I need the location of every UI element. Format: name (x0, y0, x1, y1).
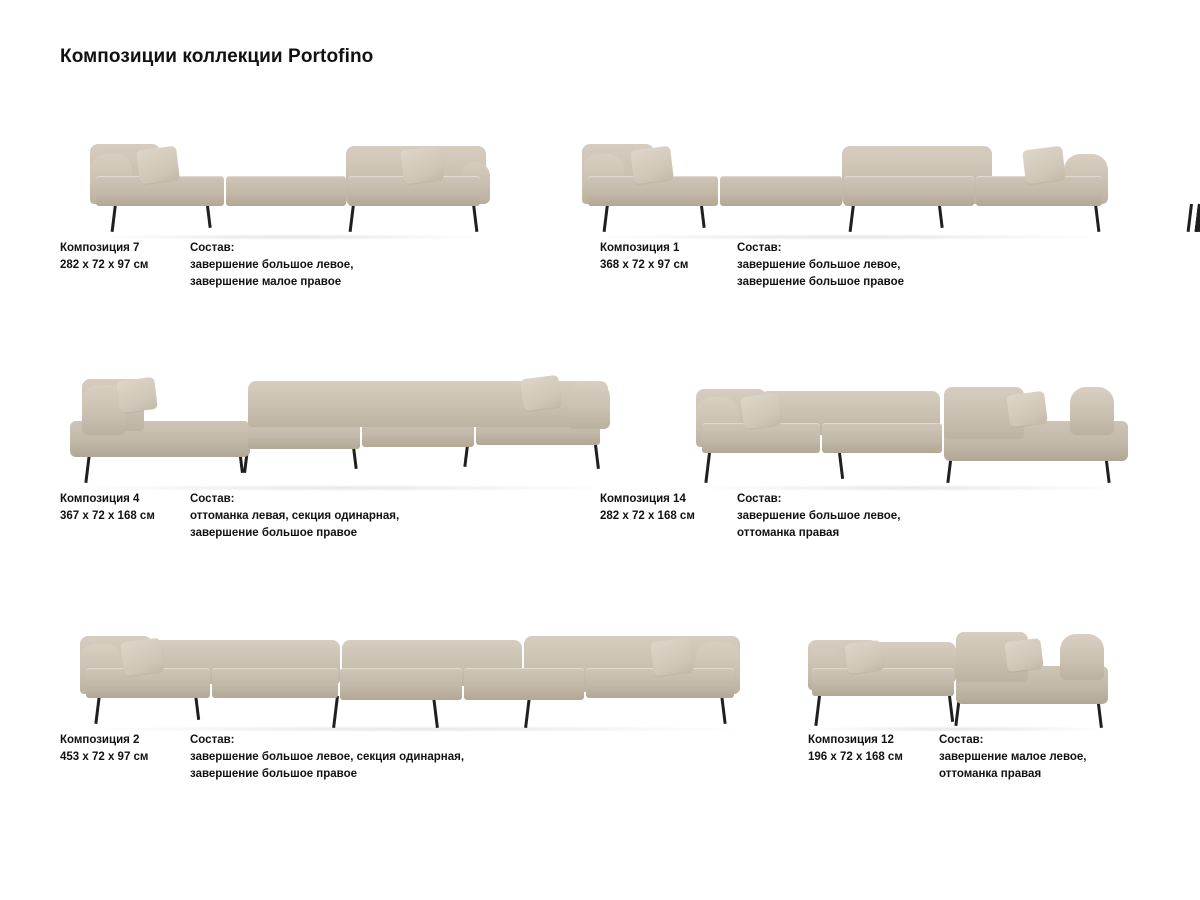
sofa-illustration-12 (600, 600, 1200, 732)
composition-card-12 (600, 600, 1200, 783)
composition-text-line2: оттоманка правая (939, 768, 1042, 780)
composition-caption (600, 491, 1200, 542)
composition-label: Состав: (737, 242, 782, 254)
composition-text-line2: завершение малое правое (190, 276, 342, 288)
composition-caption (600, 732, 1200, 783)
composition-caption (60, 732, 600, 783)
composition-card-14 (600, 343, 1200, 542)
composition-text-line1: завершение большое левое, секция одинарная, (190, 751, 465, 763)
composition-caption (60, 240, 600, 291)
sofa-illustration-14 (600, 343, 1200, 491)
composition-row (0, 110, 1200, 291)
composition-text-line1: завершение большое левое, (190, 259, 354, 271)
composition-dimensions: 282 x 72 x 97 см (60, 259, 149, 271)
sofa-illustration-4 (60, 343, 600, 491)
composition-text-line1: завершение малое левое, (939, 751, 1087, 763)
composition-grid (0, 110, 1200, 783)
composition-name: Композиция 4 (60, 493, 140, 505)
composition-name: Композиция 2 (60, 734, 140, 746)
composition-row (0, 600, 1200, 783)
composition-card-1 (600, 110, 1200, 291)
composition-card-2 (0, 600, 600, 783)
composition-label: Состав: (939, 734, 984, 746)
composition-name: Композиция 1 (600, 242, 680, 254)
composition-name: Композиция 14 (600, 493, 686, 505)
composition-dimensions: 367 x 72 x 168 см (60, 510, 155, 522)
composition-card-4 (0, 343, 600, 542)
composition-label: Состав: (190, 493, 235, 505)
composition-text-line2: завершение большое правое (737, 276, 905, 288)
sofa-illustration-2 (60, 600, 600, 732)
composition-name: Композиция 7 (60, 242, 140, 254)
composition-text-line1: завершение большое левое, (737, 259, 901, 271)
composition-text-line1: оттоманка левая, секция одинарная, (190, 510, 400, 522)
page-title: Композиции коллекции Portofino (60, 46, 374, 67)
composition-text-line1: завершение большое левое, (737, 510, 901, 522)
composition-label: Состав: (190, 242, 235, 254)
composition-caption (600, 240, 1200, 291)
composition-name: Композиция 12 (808, 734, 894, 746)
composition-label: Состав: (190, 734, 235, 746)
composition-dimensions: 368 x 72 x 97 см (600, 259, 689, 271)
composition-caption (60, 491, 600, 542)
composition-label: Состав: (737, 493, 782, 505)
sofa-illustration-7 (60, 110, 600, 240)
composition-dimensions: 282 x 72 x 168 см (600, 510, 695, 522)
composition-dimensions: 196 x 72 x 168 см (808, 751, 903, 763)
composition-text-line2: оттоманка правая (737, 527, 840, 539)
composition-dimensions: 453 x 72 x 97 см (60, 751, 149, 763)
composition-card-7 (0, 110, 600, 291)
composition-text-line2: завершение большое правое (190, 768, 358, 780)
sofa-illustration-1 (600, 110, 1200, 240)
composition-text-line2: завершение большое правое (190, 527, 358, 539)
composition-row (0, 343, 1200, 542)
